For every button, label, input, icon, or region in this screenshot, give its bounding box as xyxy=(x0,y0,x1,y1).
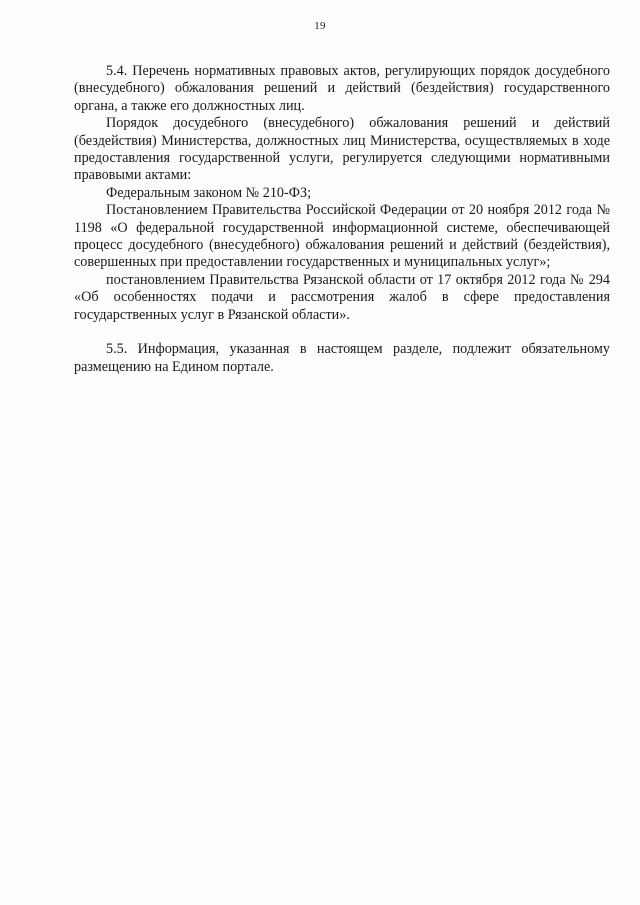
paragraph-federal-law: Федеральным законом № 210-ФЗ; xyxy=(106,184,312,201)
page-number: 19 xyxy=(314,20,326,32)
paragraph-appeal-procedure: Порядок досудебного (внесудебного) обжалования решений и действий (бездействия) Министерства, должностных лиц Министерства, осуществляемых в ходе предоставления государственной услуги, регулируется следующими нормативными правовыми актами: xyxy=(74,115,610,184)
paragraph-5-4-heading: 5.4. Перечень нормативных правовых актов, регулирующих порядок досудебного (внесудебного) обжалования решений и действий (бездействия) государственного органа, а также его должностных лиц. xyxy=(74,63,610,114)
paragraph-government-resolution: Постановлением Правительства Российской Федерации от 20 ноября 2012 года № 1198 «О федеральной государственной информационной системе, обеспечивающей процесс досудебного (внесудебного) обжалования решений и действий (бездействия), совершенных при предоставлении государственных и муниципальных услуг»; xyxy=(74,202,610,271)
paragraph-5-5: 5.5. Информация, указанная в настоящем разделе, подлежит обязательному размещению на Едином портале. xyxy=(74,341,610,375)
paragraph-regional-resolution: постановлением Правительства Рязанской области от 17 октября 2012 года № 294 «Об особенностях подачи и рассмотрения жалоб в сфере предоставления государственных услуг в Рязанской области». xyxy=(74,271,610,323)
document-body xyxy=(74,63,610,376)
